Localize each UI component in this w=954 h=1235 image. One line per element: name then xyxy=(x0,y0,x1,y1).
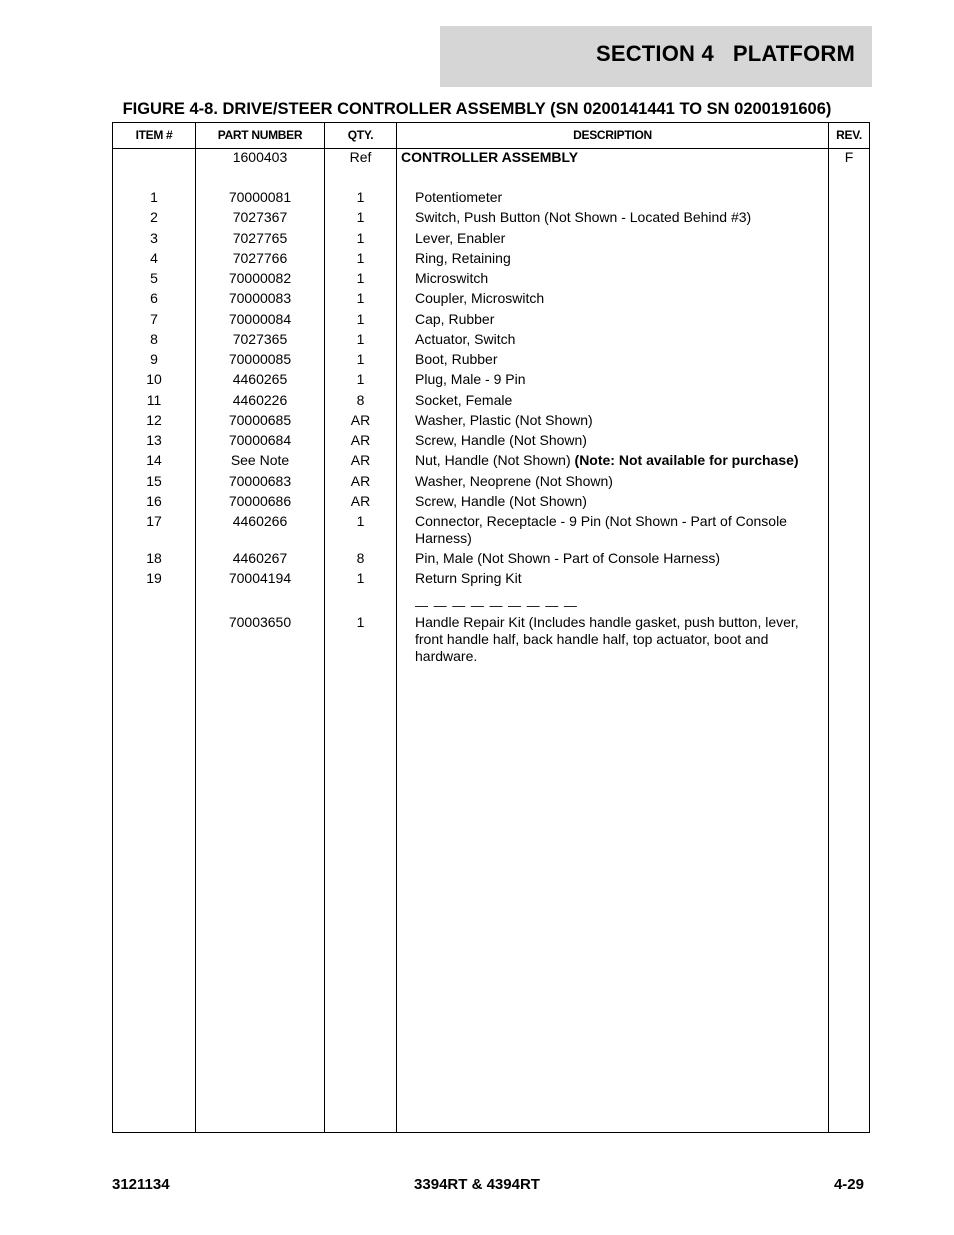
col-header-description: DESCRIPTION xyxy=(573,128,652,142)
qty: AR xyxy=(350,492,371,509)
description xyxy=(415,473,815,490)
part-number: 4460226 xyxy=(232,391,288,408)
description xyxy=(415,209,815,226)
qty: AR xyxy=(350,432,371,448)
purchase-note: (Note: Not available for purchase) xyxy=(574,452,799,469)
footer-page-number: 4-29 xyxy=(833,1176,864,1193)
section-title: SECTION 4 PLATFORM xyxy=(595,41,855,66)
qty: 1 xyxy=(356,229,365,246)
qty: 1 xyxy=(356,189,365,205)
item-number: 11 xyxy=(146,391,162,408)
description-text: Pin, Male (Not Shown - Part of Console Harness) xyxy=(415,550,721,566)
parts-table xyxy=(112,122,870,1133)
description xyxy=(415,250,815,267)
description: CONTROLLER ASSEMBLY xyxy=(401,149,579,165)
qty: 8 xyxy=(356,391,365,408)
figure-title: FIGURE 4-8. DRIVE/STEER CONTROLLER ASSEMBLY (SN 0200141441 TO SN 0200191606) xyxy=(122,100,832,118)
qty: 1 xyxy=(356,290,365,307)
part-number: 4460267 xyxy=(232,550,288,566)
item-number: 12 xyxy=(146,411,162,428)
qty: 1 xyxy=(356,371,365,388)
description-text: Boot, Rubber xyxy=(415,351,498,367)
description-text: Cap, Rubber xyxy=(415,310,495,327)
description-text: Lever, Enabler xyxy=(415,229,506,246)
item-number: 18 xyxy=(146,550,162,566)
description-text: Screw, Handle (Not Shown) xyxy=(415,432,587,448)
description-text: Actuator, Switch xyxy=(415,330,516,347)
part-number: 70000081 xyxy=(228,189,292,205)
part-number: 70000083 xyxy=(228,290,292,307)
item-number: 14 xyxy=(146,452,162,469)
description xyxy=(415,230,815,247)
part-number: 4460266 xyxy=(232,513,288,529)
description-text: Switch, Push Button (Not Shown - Located Behind #3) xyxy=(415,209,752,226)
qty: 1 xyxy=(356,310,365,327)
description xyxy=(415,392,815,409)
part-number: 70004194 xyxy=(228,570,292,587)
description xyxy=(415,432,815,449)
part-number: 70003650 xyxy=(228,614,292,630)
rev: F xyxy=(844,149,854,165)
part-number: 70000085 xyxy=(228,351,292,367)
item-number: 5 xyxy=(150,270,158,286)
item-number: 7 xyxy=(150,310,158,327)
description-text: Ring, Retaining xyxy=(415,249,511,266)
column-divider xyxy=(396,123,397,1132)
qty: 8 xyxy=(356,550,365,566)
col-header-item: ITEM # xyxy=(135,128,173,142)
description xyxy=(415,412,815,429)
qty: AR xyxy=(350,452,371,469)
part-number: 7027766 xyxy=(232,249,288,266)
part-number: 70000683 xyxy=(228,472,292,489)
description xyxy=(415,270,815,287)
description xyxy=(415,493,815,510)
description xyxy=(415,550,815,567)
description: Handle Repair Kit (Includes handle gasket, push button, lever, front handle half, back handle half, top actuator, boot and hardware. xyxy=(415,614,799,664)
description-text: Microswitch xyxy=(415,270,489,286)
description xyxy=(415,290,815,307)
description xyxy=(415,351,815,368)
footer-doc-number: 3121134 xyxy=(112,1176,170,1193)
qty: AR xyxy=(350,411,371,428)
description xyxy=(415,513,815,547)
description-text: Connector, Receptacle - 9 Pin (Not Shown - Part of Console Harness) xyxy=(415,513,787,546)
part-number: See Note xyxy=(230,452,290,469)
item-number: 16 xyxy=(146,492,162,509)
qty: 1 xyxy=(356,270,365,286)
col-header-rev: REV. xyxy=(836,128,862,142)
description-text: Potentiometer xyxy=(415,189,503,205)
part-number: 7027367 xyxy=(232,209,288,226)
item-number: 4 xyxy=(150,249,158,266)
part-number: 4460265 xyxy=(232,371,288,388)
description-text: Washer, Neoprene (Not Shown) xyxy=(415,472,613,489)
part-number: 70000084 xyxy=(228,310,292,327)
qty: 1 xyxy=(356,330,365,347)
description xyxy=(415,189,815,206)
item-number: 3 xyxy=(150,229,158,246)
description-text: Nut, Handle (Not Shown) xyxy=(415,452,571,469)
item-number: 10 xyxy=(146,371,162,388)
qty: 1 xyxy=(356,249,365,266)
col-header-part-number: PART NUMBER xyxy=(217,128,303,142)
item-number: 6 xyxy=(150,290,158,307)
item-number: 13 xyxy=(146,432,162,448)
qty: 1 xyxy=(356,513,365,529)
description xyxy=(415,570,815,587)
qty: 1 xyxy=(356,209,365,226)
col-header-qty: QTY. xyxy=(347,128,374,142)
description-text: Coupler, Microswitch xyxy=(415,290,545,307)
part-number: 7027365 xyxy=(232,330,288,347)
separator: — — — — — — — — — xyxy=(415,598,578,613)
item-number: 9 xyxy=(150,351,158,367)
qty: 1 xyxy=(356,614,365,630)
column-divider xyxy=(828,123,829,1132)
part-number: 70000082 xyxy=(228,270,292,286)
qty: 1 xyxy=(356,351,365,367)
description xyxy=(415,311,815,328)
item-number: 15 xyxy=(146,472,162,489)
qty: Ref xyxy=(349,149,372,165)
part-number: 70000684 xyxy=(228,432,292,448)
qty: AR xyxy=(350,472,371,489)
item-number: 2 xyxy=(150,209,158,226)
description-text: Screw, Handle (Not Shown) xyxy=(415,492,587,509)
description-text: Washer, Plastic (Not Shown) xyxy=(415,411,593,428)
description-text: Return Spring Kit xyxy=(415,570,522,587)
section-header xyxy=(440,26,872,87)
part-number: 70000685 xyxy=(228,411,292,428)
item-number: 19 xyxy=(146,570,162,587)
part-number: 1600403 xyxy=(232,149,288,165)
item-number: 17 xyxy=(146,513,162,529)
footer-model: 3394RT & 4394RT xyxy=(414,1176,540,1193)
part-number: 7027765 xyxy=(232,229,288,246)
description xyxy=(415,452,815,469)
description xyxy=(415,331,815,348)
description-text: Socket, Female xyxy=(415,391,513,408)
description xyxy=(415,371,815,388)
part-number: 70000686 xyxy=(228,492,292,509)
description-text: Plug, Male - 9 Pin xyxy=(415,371,526,388)
item-number: 1 xyxy=(150,189,158,205)
qty: 1 xyxy=(356,570,365,587)
item-number: 8 xyxy=(150,330,158,347)
